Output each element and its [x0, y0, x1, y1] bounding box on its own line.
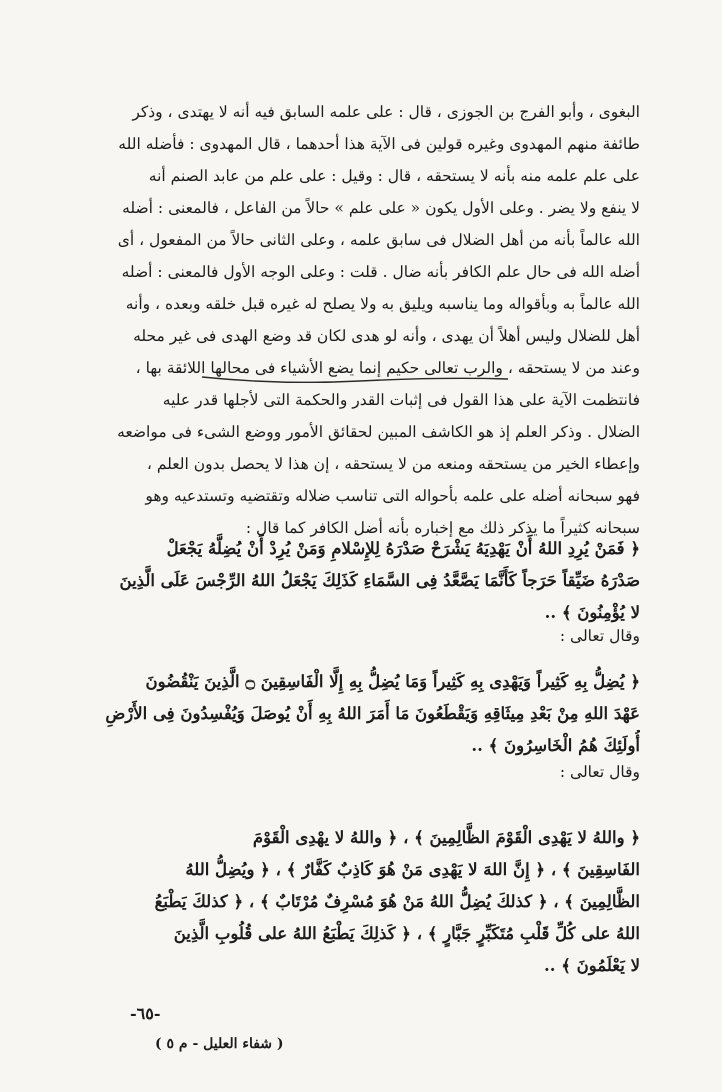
quote-line: عَهْدَ اللهِ مِنْ بَعْدِ مِيثَاقِهِ وَيَقْطَعُونَ مَا أَمَرَ اللهُ بِهِ أَنْ يُوصَلَ وَيُفْسِدُونَ فِى الأَرْضِ: [105, 704, 640, 723]
quote-line: ﴿ فَمَنْ يُرِدِ اللهُ أَنْ يَهْدِيَهُ يَشْرَحْ صَدْرَهُ لِلإِسْلامِ وَمَنْ يُرِدْ أَنْ يُضِلَّهُ يَجْعَلْ: [166, 539, 640, 558]
prose-line: وإعطاء الخير من يستحقه ومنعه من لا يستحقه ، إن هذا لا يحصل بدون العلم ،: [146, 455, 640, 473]
quote-line: ﴿ واللهُ لا يَهْدِى الْقَوْمَ الظَّالِمِينَ ﴾ ، ﴿ واللهُ لا يهْدِى الْقَوْمَ: [252, 828, 640, 847]
page-number: -٦٥-: [130, 1004, 161, 1023]
prose-line: سبحانه كثيراً ما يذكر ذلك مع إخباره بأنه أضل الكافر كما قال :: [245, 519, 640, 537]
prose-line: الله عالماً به وبأقواله وما يناسبه ويليق به ولا يصلح له غيره قبل خلقه وبعده ، وأنه: [125, 295, 640, 313]
quran-quote-1: [82, 533, 640, 629]
quran-quote-3: [82, 822, 640, 982]
quran-quote-2: [82, 666, 640, 762]
prose-line: فهو سبحانه أضله على علمه بأحواله التى تناسب ضلاله وتقتضيه وتستدعيه وهو: [145, 487, 640, 505]
quote-line: أُولَئِكَ هُمُ الْخَاسِرُونَ ﴾ ..: [471, 736, 640, 755]
quote-line: الفَاسِقِينَ ﴾ ، ﴿ إِنَّ اللهَ لا يَهْدِى مَنْ هُوَ كَاذِبٌ كَفَّارٌ ﴾ ، ﴿ ويُضِلُّ اللهُ: [185, 860, 640, 879]
quote-line: ﴿ يُضِلُّ بِهِ كَثِيراً وَيَهْدِى بِهِ كَثِيراً وَمَا يُضِلُّ بِهِ إِلَّا الْفَاسِقِينَ ۝ الَّذِينَ يَنْقُضُونَ: [145, 672, 640, 691]
quote-line: صَدْرَهُ ضَيِّقاً حَرَجاً كَأَنَّمَا يَصَّعَّدُ فِى السَّمَاءِ كَذَلِكَ يَجْعَلُ اللهُ الرِّجْسَ عَلَى الَّذِينَ: [119, 571, 640, 590]
prose-paragraph: [82, 96, 640, 544]
prose-line: الله عالماً بأنه من أهل الضلال فى سابق علمه ، وعلى الثانى حالاً من المفعول ، أى: [117, 231, 640, 249]
prose-line: طائفة منهم المهدوى وغيره قولين فى الآية هذا أحدهما ، قال المهدوى : فأضله الله: [118, 135, 640, 153]
prose-line: أضله الله فى حال علم الكافر بأنه ضال . قلت : وعلى الوجه الأول فالمعنى : أضله: [121, 263, 640, 281]
prose-line: أهل للضلال وليس أهلاً أن يهدى ، وأنه لو هدى لكان قد وضع الهدى فى غير محله: [133, 327, 640, 345]
quote-line: اللهُ على كُلِّ قَلْبِ مُتَكَبِّرٍ جَبَّارٍ ﴾ ، ﴿ كَذلِكَ يَطْبَعُ اللهُ على قُلُوبِ الَّذِينَ: [173, 924, 640, 943]
prose-line: لا ينفع ولا يضر . وعلى الأول يكون « على علم » حالاً من الفاعل ، فالمعنى : أضله: [122, 199, 640, 217]
prose-line: فانتظمت الآية على هذا القول فى إثبات القدر والحكمة التى لأجلها قدر عليه: [162, 391, 640, 409]
quote-line: الظَّالِمِينَ ﴾ ، ﴿ كذلكَ يُضِلُّ اللهُ مَنْ هُوَ مُسْرِفٌ مُرْتَابٌ ﴾ ، ﴿ كذلكَ يَطْبَعُ: [154, 892, 640, 911]
prose-line: على علم علمه منه بأنه لا يستحقه ، قال : وقيل : على علم من عابد الصنم أنه: [148, 167, 640, 185]
quote-line: لا يُؤْمِنُونَ ﴾ ..: [544, 603, 640, 622]
prose-line: البغوى ، وأبو الفرج بن الجوزى ، قال : على علمه السابق فيه أنه لا يهتدى ، وذكر: [132, 103, 640, 121]
footer-title: ( شفاء العليل - م ٥ ): [155, 1036, 284, 1052]
quote-line: لا يَعْلَمُونَ ﴾ ..: [544, 956, 640, 975]
wa-qala-heading-1: وقال تعالى :: [559, 627, 640, 645]
prose-line: الضلال . وذكر العلم إذ هو الكاشف المبين لحقائق الأمور ووضع الشىء فى مواضعه: [117, 423, 640, 441]
wa-qala-heading-2: وقال تعالى :: [559, 763, 640, 781]
prose-line: وعند من لا يستحقه ، والرب تعالى حكيم إنما يضع الأشياء فى محالها اللائقة بها ،: [135, 359, 640, 377]
